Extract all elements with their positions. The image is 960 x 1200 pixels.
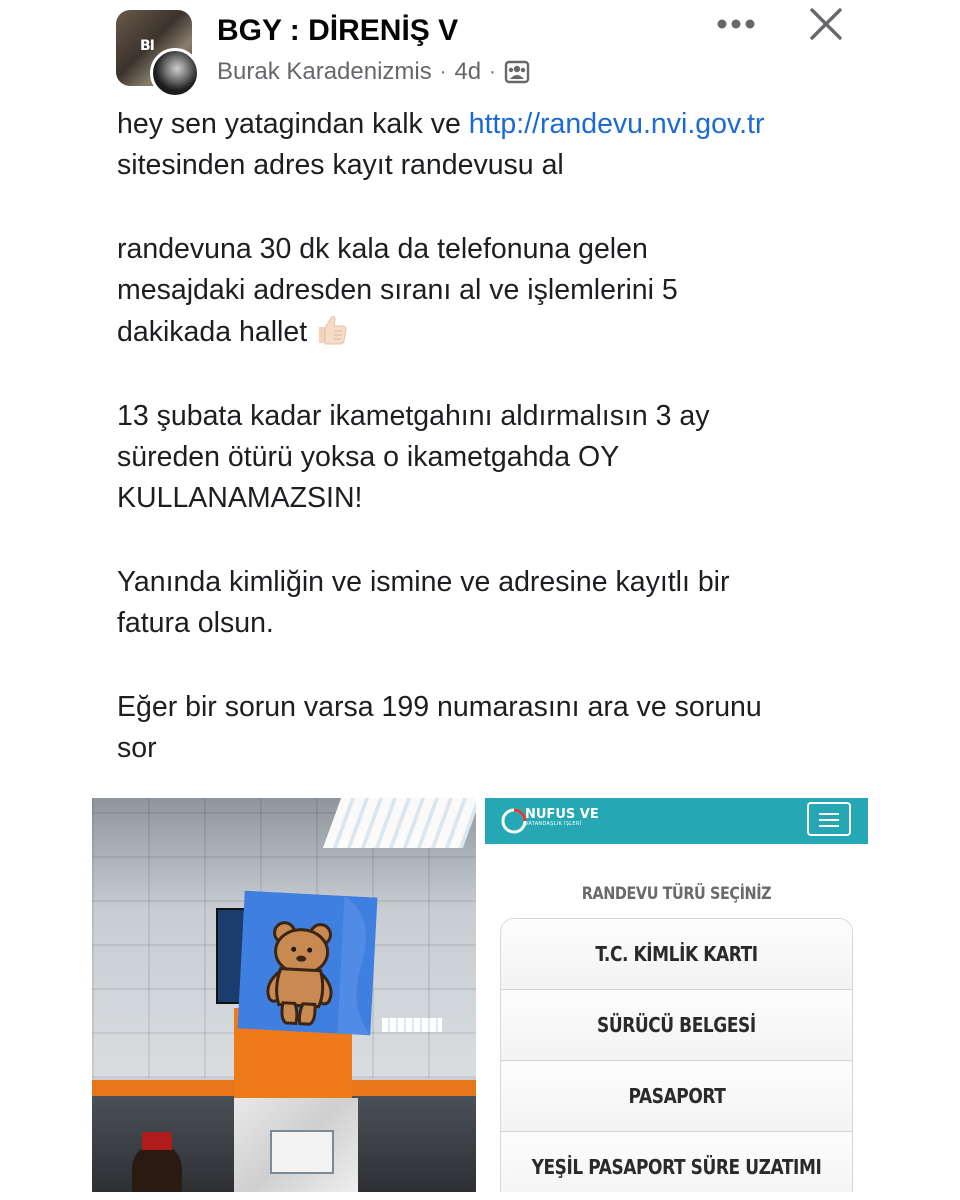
post-time[interactable]: 4d (454, 58, 482, 85)
nvi-section-title: RANDEVU TÜRÜ SEÇİNİZ (581, 884, 772, 904)
post-header (0, 0, 960, 100)
nvi-logo (525, 808, 599, 827)
option-label: SÜRÜCÜ BELGESİ (597, 1013, 756, 1037)
group-avatar-badge: BI (140, 38, 154, 54)
post-paragraph-3: 13 şubata kadar ikametgahını aldırmalısın 3 ay süreden ötürü yoksa o ikametgahda OY KULLANAMAZSIN! (117, 400, 710, 514)
post-paragraph-2 (117, 229, 857, 353)
option-yesil-pasaport[interactable] (501, 1132, 852, 1192)
author-name[interactable]: Burak Karadenizmis (217, 58, 432, 85)
post-text (117, 104, 857, 812)
teddy-bear-sticker (237, 891, 377, 1036)
thumbs-up-emoji (313, 311, 349, 347)
option-surucu-belgesi[interactable] (501, 990, 852, 1061)
option-label: T.C. KİMLİK KARTI (595, 942, 758, 966)
ceiling-light-small (382, 1018, 442, 1032)
person-with-fez (132, 1144, 182, 1192)
fez-hat (142, 1132, 172, 1150)
author-avatar[interactable] (150, 48, 200, 98)
appointment-type-list (500, 918, 853, 1192)
post-paragraph-1 (117, 104, 857, 186)
close-icon[interactable] (806, 4, 846, 44)
post-photo-office[interactable] (92, 798, 476, 1192)
post-photo-nvi-screenshot[interactable] (485, 798, 868, 1192)
nvi-logo-line2: VATANDAŞLIK İŞLERİ (525, 821, 582, 827)
group-avatar[interactable] (116, 10, 200, 94)
post-paragraph-4: Yanında kimliğin ve ismine ve adresine kayıtlı bir fatura olsun. (117, 566, 730, 639)
nvi-link[interactable]: http://randevu.nvi.gov.tr (468, 108, 765, 140)
post-paragraph-2-text: randevuna 30 dk kala da telefonuna gelen mesajdaki adresden sıranı al ve işlemlerini 5 dakikada hallet (117, 233, 678, 348)
group-name[interactable]: BGY : DİRENİŞ V (217, 14, 459, 47)
queue-kiosk (270, 1130, 334, 1174)
ceiling-light (323, 798, 476, 848)
option-label: YEŞİL PASAPORT SÜRE UZATIMI (531, 1155, 822, 1179)
post-paragraph-1-text: hey sen yatagindan kalk ve (117, 108, 469, 140)
group-audience-icon[interactable] (504, 59, 530, 85)
hamburger-menu-button[interactable] (807, 802, 851, 836)
post-meta (217, 58, 530, 86)
option-label: PASAPORT (628, 1084, 725, 1108)
more-dots-icon[interactable] (714, 10, 758, 38)
nvi-logo-line1: NUFUS VE (525, 807, 599, 822)
meta-separator-2: · (489, 60, 496, 83)
meta-separator: · (439, 60, 447, 83)
nvi-header (485, 798, 868, 844)
post-paragraph-5: Eğer bir sorun varsa 199 numarasını ara ve sorunu sor (117, 691, 762, 764)
post-paragraph-1-rest: sitesinden adres kayıt randevusu al (117, 149, 564, 181)
option-kimlik-karti[interactable] (501, 919, 852, 990)
option-pasaport[interactable] (501, 1061, 852, 1132)
